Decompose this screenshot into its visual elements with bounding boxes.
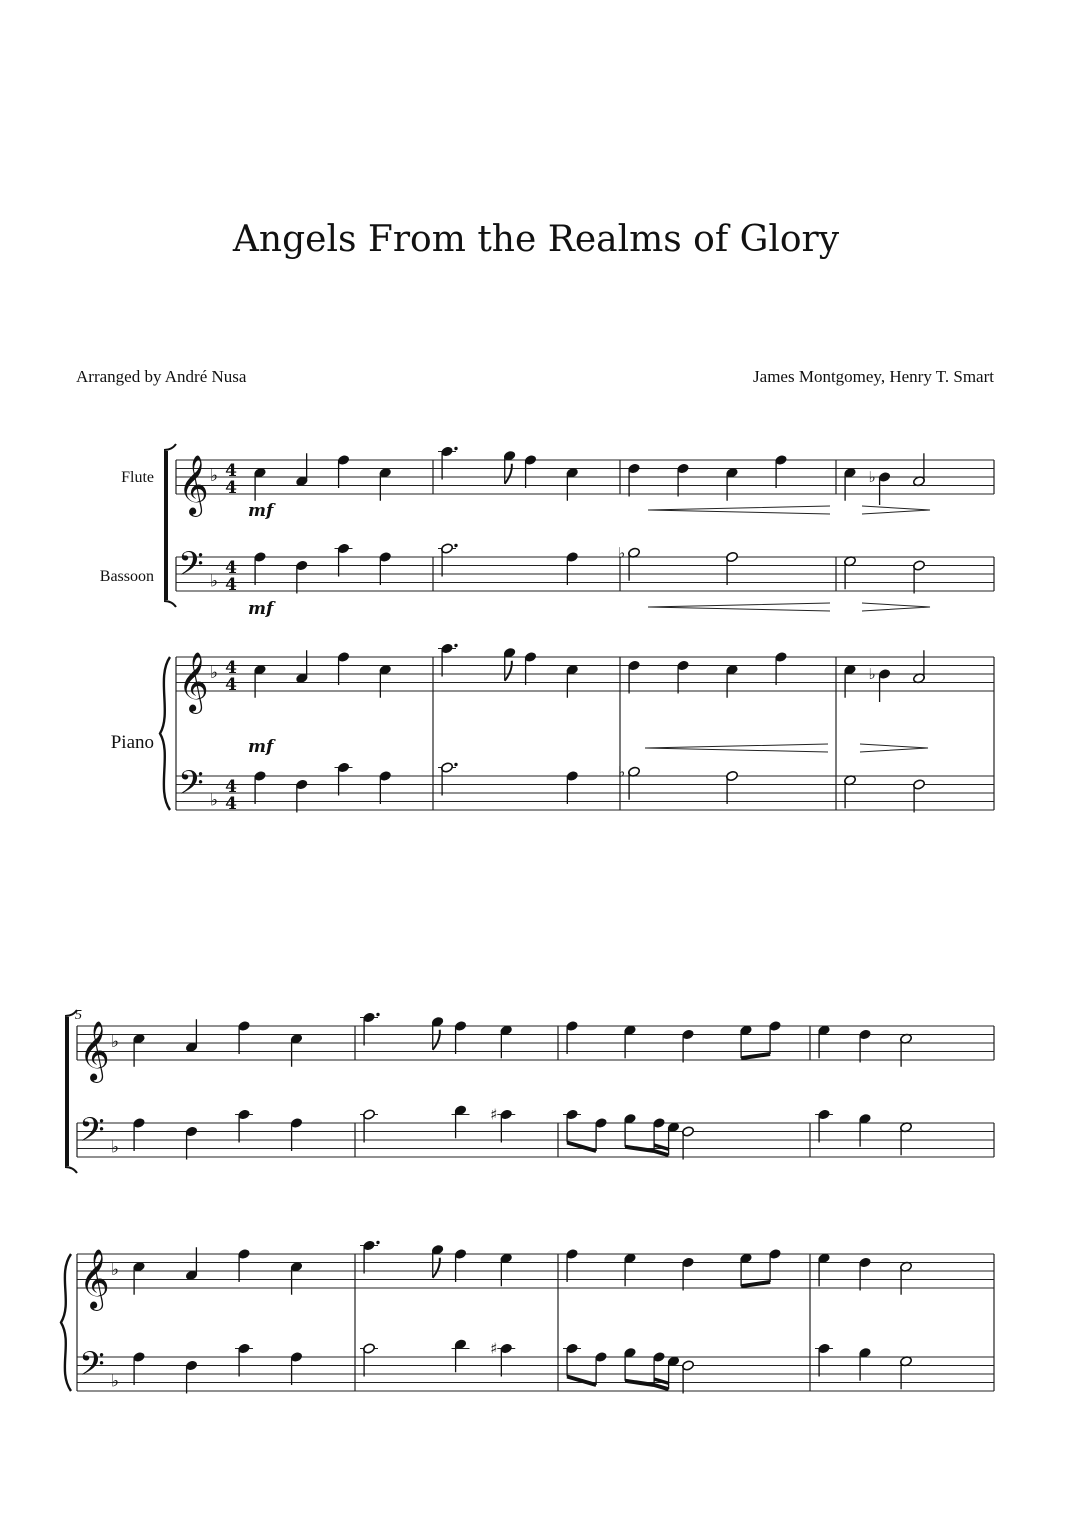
staff-piano-right — [77, 1254, 994, 1288]
note-beam — [741, 1054, 770, 1058]
piano-brace — [61, 1254, 71, 1391]
note-beam — [625, 1147, 654, 1151]
flute-label: Flute — [121, 469, 154, 486]
bass-clef: 𝄢 — [178, 764, 204, 811]
treble-clef: 𝄞 — [178, 455, 209, 515]
bassoon-measure — [360, 1105, 515, 1143]
piano-left-measure — [254, 762, 392, 813]
key-signature-flat: ♭ — [111, 1032, 120, 1052]
bass-clef: 𝄢 — [79, 1345, 105, 1392]
piano-left-measure — [563, 1343, 694, 1394]
crescendo-hairpin — [648, 603, 830, 611]
dynamic-mf: mf — [248, 737, 274, 757]
flute-measure — [566, 1020, 782, 1062]
crescendo-hairpin — [648, 506, 830, 514]
piano-left-measure — [618, 763, 738, 804]
note-beam — [741, 1282, 770, 1286]
bassoon-measure — [844, 556, 926, 594]
bass-clef: 𝄢 — [178, 545, 204, 592]
time-signature-denominator: 4 — [225, 575, 237, 595]
bassoon-measure — [254, 543, 392, 594]
bassoon-measure — [133, 1109, 303, 1160]
crescendo-hairpin — [645, 744, 828, 752]
time-signature-denominator: 4 — [225, 478, 237, 498]
key-signature-flat: ♭ — [210, 466, 219, 486]
key-signature-flat: ♭ — [210, 571, 219, 592]
flat-accidental: ♭ — [868, 665, 876, 683]
dynamic-mf: mf — [248, 599, 274, 619]
sharp-accidental: ♯ — [490, 1339, 498, 1358]
measure-number: 5 — [75, 1008, 82, 1023]
augmentation-dot — [376, 1013, 379, 1016]
treble-clef: 𝄞 — [79, 1021, 110, 1081]
augmentation-dot — [454, 763, 457, 766]
note-beam — [567, 1377, 596, 1386]
note-flag — [433, 1258, 440, 1278]
piano-left-measure — [360, 1339, 515, 1377]
piano-left-measure — [438, 762, 579, 804]
augmentation-dot — [454, 447, 457, 450]
augmentation-dot — [376, 1241, 379, 1244]
key-signature-flat: ♭ — [111, 1371, 120, 1392]
music-systems — [61, 444, 994, 1394]
bass-clef: 𝄢 — [79, 1111, 105, 1158]
time-signature-denominator: 4 — [225, 794, 237, 814]
piano-left-measure — [133, 1343, 303, 1394]
piano-label: Piano — [110, 732, 154, 753]
note-beam — [654, 1151, 669, 1155]
dynamic-mf: mf — [248, 501, 274, 521]
augmentation-dot — [454, 644, 457, 647]
staff-piano-left — [176, 776, 994, 810]
bracket-hook — [164, 601, 176, 607]
flat-accidental: ♭ — [618, 762, 626, 781]
key-signature-flat: ♭ — [111, 1137, 120, 1158]
augmentation-dot — [454, 544, 457, 547]
note-flag — [433, 1030, 440, 1050]
flute-measure — [438, 446, 579, 501]
bassoon-measure — [438, 543, 579, 585]
piano-right-measure — [566, 1248, 782, 1290]
bassoon-measure — [618, 544, 738, 585]
note-flag — [505, 464, 512, 484]
piano-left-measure — [844, 775, 926, 813]
bassoon-label: Bassoon — [99, 568, 154, 585]
key-signature-flat: ♭ — [111, 1260, 120, 1280]
piano-right-measure — [844, 650, 926, 702]
note-flag — [505, 661, 512, 681]
time-signature-numerator: 4 — [225, 658, 237, 678]
piano-right-measure — [438, 643, 579, 698]
note-beam — [567, 1143, 596, 1152]
treble-clef: 𝄞 — [178, 652, 209, 712]
diminuendo-hairpin — [862, 603, 930, 611]
note-beam — [654, 1385, 669, 1389]
treble-clef: 𝄞 — [79, 1249, 110, 1309]
time-signature-numerator: 4 — [225, 461, 237, 481]
time-signature-numerator: 4 — [225, 558, 237, 578]
key-signature-flat: ♭ — [210, 790, 219, 811]
flat-accidental: ♭ — [868, 468, 876, 486]
note-beam — [625, 1381, 654, 1385]
diminuendo-hairpin — [860, 744, 928, 752]
bracket-hook — [164, 444, 176, 450]
arranger-credit: Arranged by André Nusa — [76, 367, 247, 386]
score-title: Angels From the Realms of Glory — [232, 219, 840, 260]
bracket-hook — [65, 1167, 77, 1173]
staff-piano-left — [77, 1357, 994, 1391]
staff-flute — [77, 1026, 994, 1060]
composer-credit: James Montgomey, Henry T. Smart — [753, 367, 994, 386]
piano-brace — [160, 657, 170, 810]
flute-measure — [844, 453, 926, 505]
diminuendo-hairpin — [862, 506, 930, 514]
bassoon-measure — [563, 1109, 694, 1160]
key-signature-flat: ♭ — [210, 663, 219, 683]
staff-bassoon — [77, 1123, 994, 1157]
sharp-accidental: ♯ — [490, 1105, 498, 1124]
flat-accidental: ♭ — [618, 543, 626, 562]
time-signature-numerator: 4 — [225, 777, 237, 797]
time-signature-denominator: 4 — [225, 675, 237, 695]
staff-bassoon — [176, 557, 994, 591]
